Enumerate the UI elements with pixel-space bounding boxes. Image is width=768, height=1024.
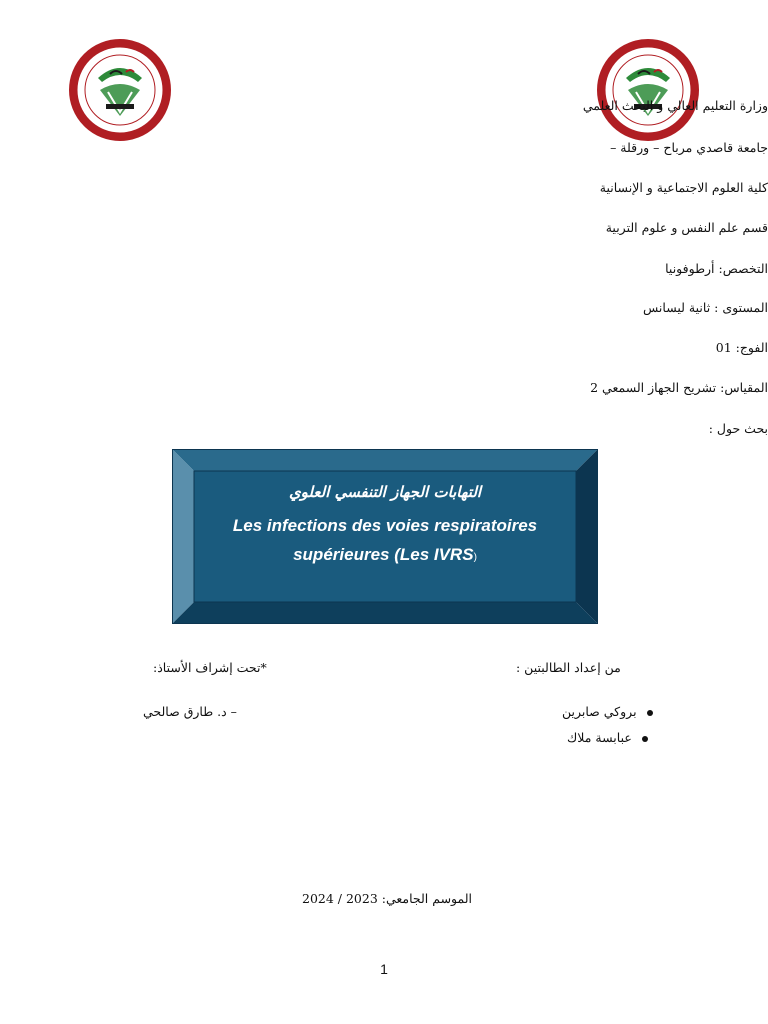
faculty-line: كلية العلوم الاجتماعية و الإنسانية [599, 180, 768, 195]
supervisor-heading: *تحت إشراف الأستاذ: [153, 660, 267, 675]
title-french [194, 511, 576, 572]
title-arabic: التهابات الجهاز التنفسي العلوي [288, 483, 482, 501]
supervisor-name: – د. طارق صالحي [143, 704, 237, 719]
research-about-line: بحث حول : [708, 421, 768, 436]
students-heading: من إعداد الطالبتين : [516, 660, 621, 675]
group-line: الفوج: 01 [715, 340, 768, 355]
ministry-line: وزارة التعليم العالي و البحث العلمي [582, 98, 768, 113]
module-line: المقياس: تشريح الجهاز السمعي 2 [590, 380, 768, 395]
title-french-line2 [194, 540, 576, 572]
student-item [562, 704, 653, 719]
page-number: 1 [380, 961, 388, 977]
student-name: بروكي صابرين [562, 704, 637, 719]
academic-season: الموسم الجامعي: 2023 / 2024 [302, 891, 473, 906]
bullet-icon [642, 736, 648, 742]
title-french-line1: Les infections des voies respiratoires [232, 516, 538, 535]
title-box-content [194, 471, 576, 602]
title-box [172, 449, 598, 624]
student-name: عبابسة ملاك [567, 730, 632, 745]
specialty-line: التخصص: أرطوفونيا [665, 261, 768, 276]
level-line: المستوى : ثانية ليسانس [643, 300, 768, 315]
department-line: قسم علم النفس و علوم التربية [605, 220, 768, 235]
university-logo-right [596, 38, 700, 142]
university-logo-left [68, 38, 172, 142]
student-item [567, 730, 648, 745]
bullet-icon [647, 710, 653, 716]
title-french-close: ) [473, 552, 477, 563]
title-french-line2-text: supérieures (Les IVRS [293, 545, 474, 564]
university-line: جامعة قاصدي مرباح – ورقلة – [610, 140, 768, 155]
